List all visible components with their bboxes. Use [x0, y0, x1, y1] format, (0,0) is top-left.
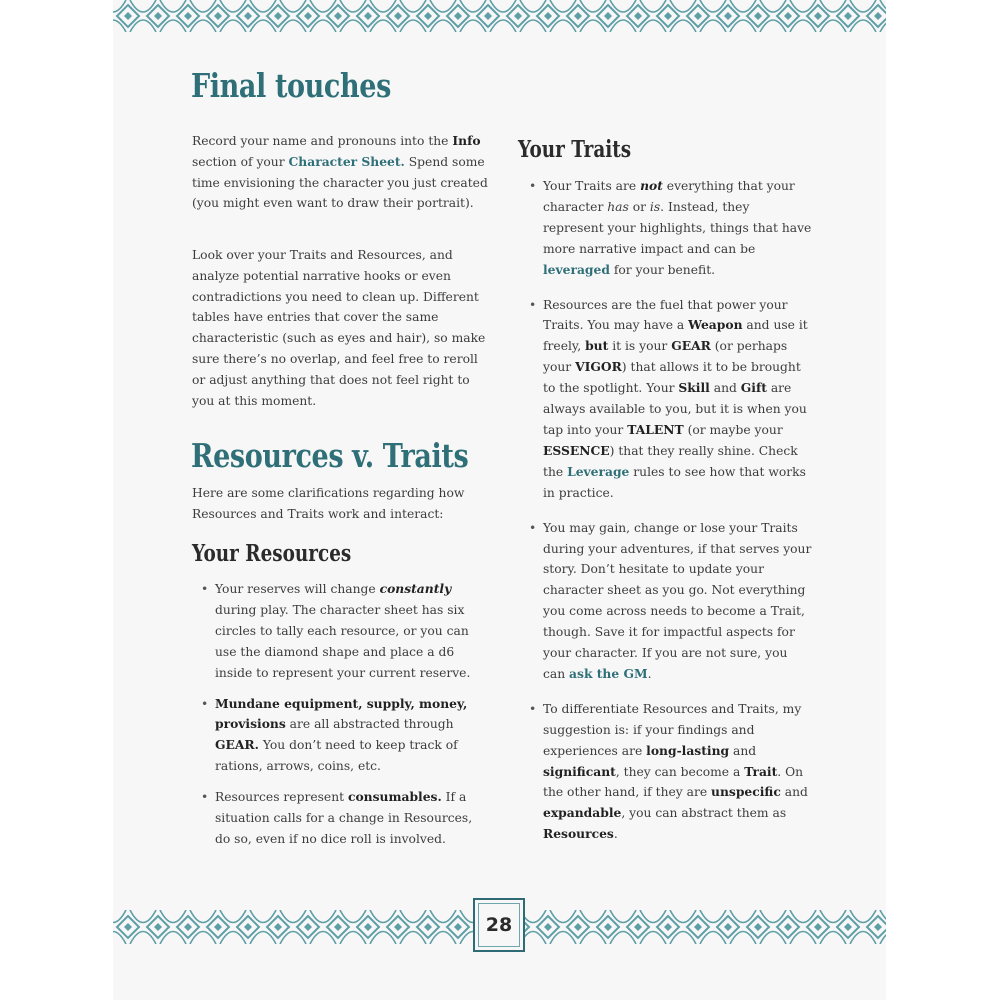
list-item: • Your reserves will change constantly during play. The character sheet has six circles to tally each resource, or you can use the diamond shape and place a d6 inside to represent your current reserve.: [215, 579, 487, 684]
list-item: • Resources represent consumables. If a situation calls for a change in Resources, do so, even if no dice roll is involved.: [215, 787, 487, 850]
your-resources-heading: Your Resources: [192, 540, 352, 567]
resources-intro-paragraph: Here are some clarifications regarding how Resources and Traits work and interact:: [192, 486, 465, 521]
traits-bullet-list: [543, 176, 813, 845]
resources-v-traits-title: Resources v. Traits: [191, 436, 469, 475]
diamond-pattern-icon: [113, 0, 886, 32]
list-item: • To differentiate Resources and Traits, my suggestion is: if your findings and experiences are long-lasting and significant, they can become a Trait. On the other hand, if they are unspecific and expandable, you can abstract them as Resources.: [543, 699, 813, 845]
page-number: 28: [485, 914, 513, 936]
your-traits-heading: Your Traits: [518, 136, 632, 163]
list-item: • Mundane equipment, supply, money, provisions are all abstracted through GEAR. You don’t need to keep track of rations, arrows, coins, etc.: [215, 694, 487, 778]
final-touches-title: Final touches: [191, 66, 391, 105]
list-item: • Resources are the fuel that power your Traits. You may have a Weapon and use it freely, but it is your GEAR (or perhaps your VIGOR) that allows it to be brought to the spotlight. Your Skill and Gift are always available to you, but it is when you tap into your TALENT (or maybe your ESSENCE) that they really shine. Check the Leverage rules to see how that works in practice.: [543, 295, 813, 504]
final-touches-paragraph-1: Record your name and pronouns into the Info section of your Character Sheet. Spend some time envisioning the character you just created (you might even want to draw their portrait).: [192, 133, 488, 211]
final-touches-paragraph-2: Look over your Traits and Resources, and analyze potential narrative hooks or even contradictions you need to clean up. Different tables have entries that cover the same characteristic (such as eyes and hair), so make sure there’s no overlap, and feel free to reroll or adjust anything that does not feel right to you at this moment.: [192, 248, 486, 408]
list-item: • Your Traits are not everything that your character has or is. Instead, they represent your highlights, things that have more narrative impact and can be leveraged for your benefit.: [543, 176, 813, 281]
list-item: • You may gain, change or lose your Traits during your adventures, if that serves your story. Don’t hesitate to update your character sheet as you go. Not everything you come across needs to become a Trait, though. Save it for impactful aspects for your character. If you are not sure, you can ask the GM.: [543, 518, 813, 685]
top-ornament-band: [113, 0, 886, 32]
book-page: [113, 0, 886, 1000]
page-number-frame: [473, 898, 525, 952]
resources-bullet-list: [215, 579, 487, 850]
